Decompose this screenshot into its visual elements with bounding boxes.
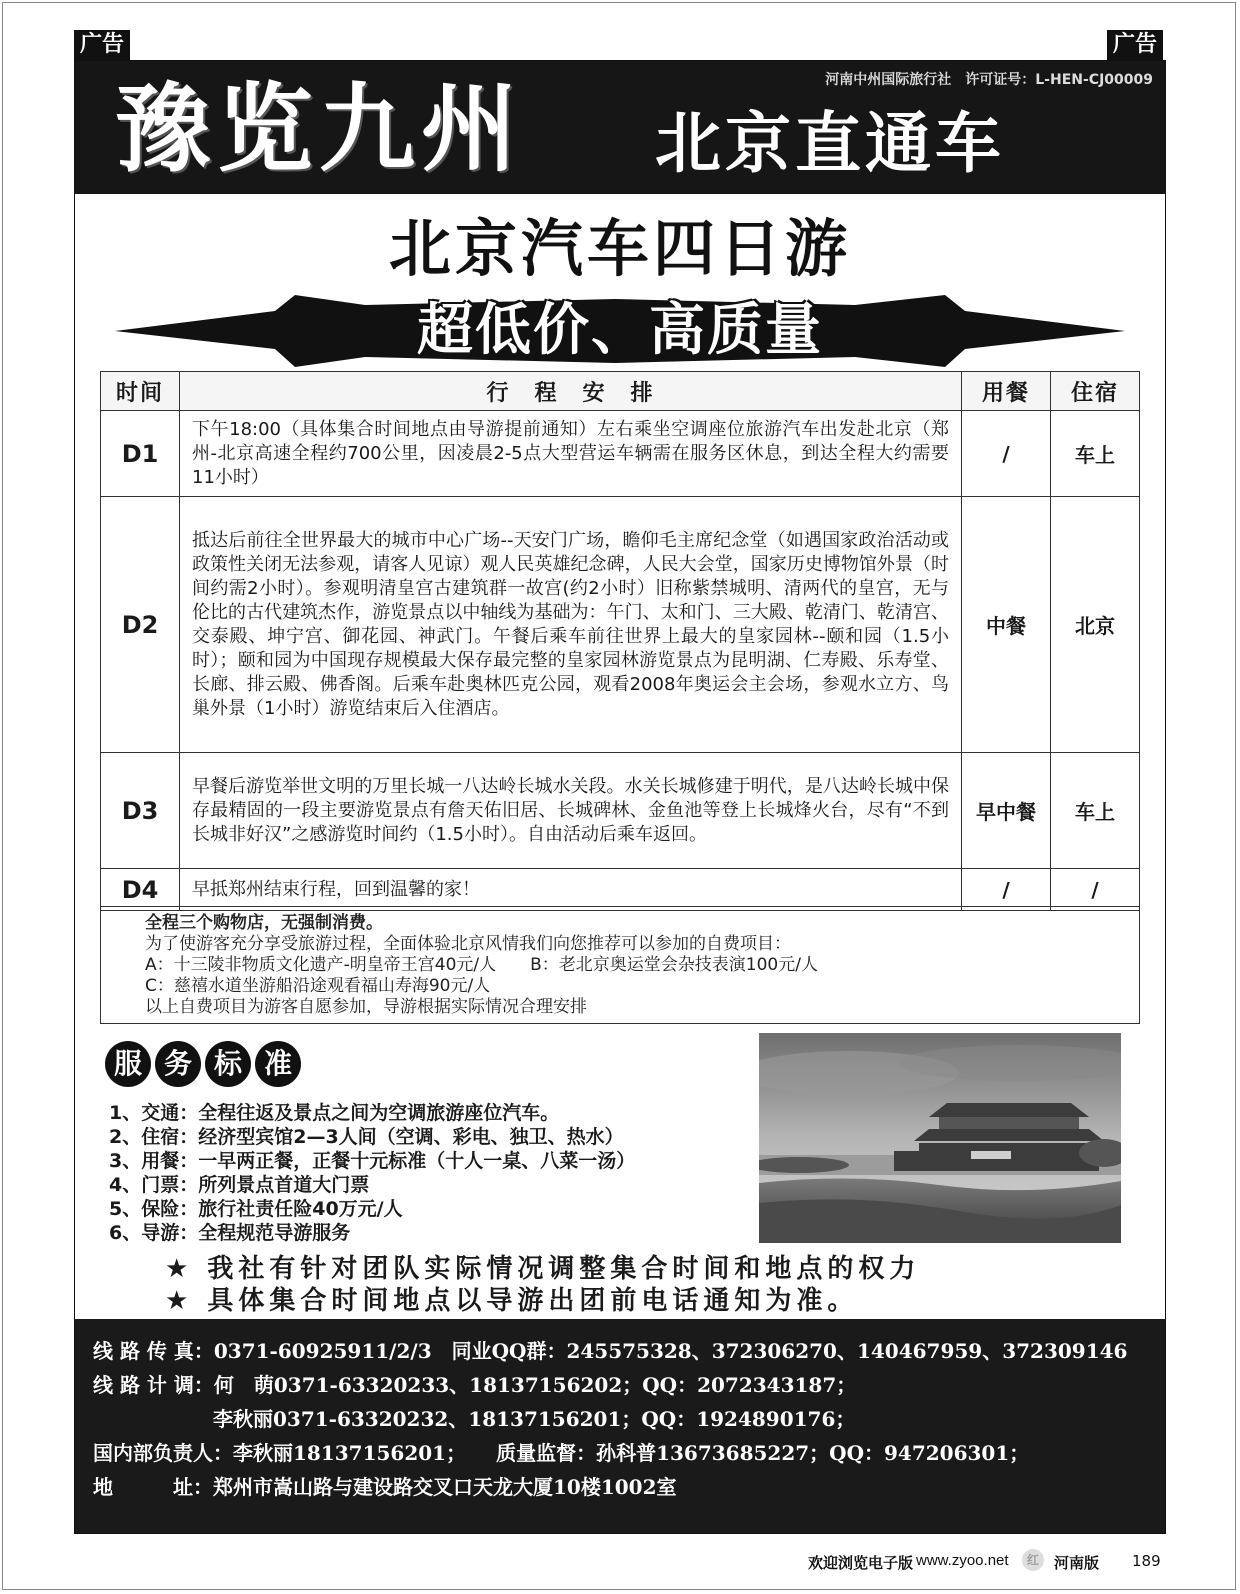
list-item: 1、交通：全程往返及景点之间为空调旅游座位汽车。	[109, 1102, 560, 1124]
publisher-logo-icon: 红	[1022, 1549, 1044, 1571]
sub-brand-title: 北京直通车	[655, 104, 1005, 182]
list-item: 6、导游：全程规范导游服务	[109, 1222, 351, 1244]
tour-title: 北京汽车四日游	[388, 212, 851, 285]
meal-cell: 中餐	[962, 497, 1051, 753]
contact-fax: 线 路 传 真：0371-60925911/2/3 同业QQ群：245575328、372306270、140467959、372309146	[93, 1339, 1128, 1363]
service-title-char: 标	[205, 1041, 251, 1087]
ad-tag-left: 广告	[74, 30, 130, 60]
service-list	[109, 1101, 635, 1245]
desc-cell: 早抵郑州结束行程，回到温馨的家！	[180, 869, 962, 911]
list-item: 4、门票：所列景点首道大门票	[109, 1174, 370, 1196]
day-cell: D1	[101, 411, 180, 497]
list-item: 3、用餐：一早两正餐，正餐十元标准（十人一桌、八菜一汤）	[109, 1150, 636, 1172]
header-meal: 用餐	[962, 372, 1051, 411]
page-number: 189	[1132, 1552, 1161, 1570]
meal-cell: /	[962, 869, 1051, 911]
list-item: 5、保险：旅行社责任险40万元/人	[109, 1198, 403, 1220]
shopping-line: 以上自费项目为游客自愿参加，导游根据实际情况合理安排	[145, 997, 587, 1017]
day-cell: D2	[101, 497, 180, 753]
ad-tag-right: 广告	[1107, 30, 1163, 60]
footer-url[interactable]: www.zyoo.net	[916, 1552, 1009, 1569]
service-standard-title	[105, 1041, 301, 1087]
notice-line: ★ 具体集合时间地点以导游出团前电话通知为准。	[165, 1286, 859, 1316]
footer-edition: 河南版	[1054, 1554, 1100, 1572]
lodging-cell: /	[1051, 869, 1140, 911]
shopping-lead: 全程三个购物店，无强制消费。	[145, 913, 383, 933]
advertisement-panel	[74, 60, 1166, 1534]
footer-welcome: 欢迎浏览电子版	[808, 1554, 914, 1572]
contact-planner-2: 李秋丽0371-63320232、18137156201；QQ：1924890176；	[93, 1407, 856, 1431]
service-title-char: 准	[255, 1041, 301, 1087]
service-title-char: 务	[155, 1041, 201, 1087]
table-row	[101, 753, 1140, 869]
header-lodging: 住宿	[1051, 372, 1140, 411]
table-row	[101, 497, 1140, 753]
header-time: 时间	[101, 372, 180, 411]
table-row	[101, 411, 1140, 497]
contact-address: 地 址：郑州市嵩山路与建设路交叉口天龙大厦10楼1002室	[93, 1475, 677, 1499]
lodging-cell: 车上	[1051, 411, 1140, 497]
day-cell: D4	[101, 869, 180, 911]
itinerary-table	[100, 371, 1140, 911]
notice-lines	[165, 1253, 920, 1317]
header-schedule: 行 程 安 排	[180, 372, 962, 411]
lodging-cell: 北京	[1051, 497, 1140, 753]
header-banner	[75, 61, 1165, 194]
desc-cell: 下午18:00（具体集合时间地点由导游提前通知）左右乘坐空调座位旅游汽车出发赴北京（郑州-北京高速全程约700公里，因凌晨2-5点大型营运车辆需在服务区休息，到达全程大约需要11小时）	[180, 411, 962, 497]
list-item: 2、住宿：经济型宾馆2—3人间（空调、彩电、独卫、热水）	[109, 1126, 624, 1148]
day-cell: D3	[101, 753, 180, 869]
contact-manager: 国内部负责人：李秋丽18137156201； 质量监督：孙科普13673685227；QQ：947206301；	[93, 1441, 1030, 1465]
tiananmen-photo	[759, 1033, 1121, 1243]
lodging-cell: 车上	[1051, 753, 1140, 869]
table-row	[101, 869, 1140, 911]
slogan-banner	[115, 291, 1125, 371]
brand-title: 豫览九州	[115, 72, 523, 185]
notice-line: ★ 我社有针对团队实际情况调整集合时间和地点的权力	[165, 1254, 921, 1284]
shopping-line: 为了使游客充分享受旅游过程，全面体验北京风情我们向您推荐可以参加的自费项目：	[145, 934, 791, 954]
contact-planner: 线 路 计 调：何 萌0371-63320233、18137156202；QQ：2072343187；	[93, 1373, 857, 1397]
meal-cell: 早中餐	[962, 753, 1051, 869]
optional-items-box	[100, 906, 1140, 1024]
meal-cell: /	[962, 411, 1051, 497]
shopping-line: C：慈禧水道坐游船沿途观看福山寿海90元/人	[145, 976, 491, 996]
license-line: 河南中州国际旅行社 许可证号：L-HEN-CJ00009	[825, 72, 1153, 88]
contact-panel	[75, 1319, 1165, 1533]
desc-cell: 抵达后前往全世界最大的城市中心广场--天安门广场，瞻仰毛主席纪念堂（如遇国家政治活动或政策性关闭无法参观，请客人见谅）观人民英雄纪念碑，人民大会堂，国家历史博物馆外景（时间约需2小时）。参观明清皇宫古建筑群一故宫(约2小时）旧称紫禁城明、清两代的皇宫，无与伦比的古代建筑杰作，游览景点以中轴线为基础为：午门、太和门、三大殿、乾清门、乾清宫、交泰殿、坤宁宫、御花园、神武门。午餐后乘车前往世界上最大的皇家园林--颐和园（1.5小时）；颐和园为中国现存规模最大保存最完整的皇家园林游览景点为昆明湖、仁寿殿、乐寿堂、长廊、排云殿、佛香阁。后乘车赴奥林匹克公园，观看2008年奥运会主会场，参观水立方、鸟巢外景（1小时）游览结束后入住酒店。	[180, 497, 962, 753]
footer-logo	[1022, 1549, 1044, 1571]
table-header-row	[101, 372, 1140, 411]
service-title-char: 服	[105, 1041, 151, 1087]
slogan-text: 超低价、高质量	[417, 298, 823, 363]
shopping-line: A：十三陵非物质文化遗产-明皇帝王宫40元/人 B：老北京奥运堂会杂技表演100元/人	[145, 955, 818, 975]
desc-cell: 早餐后游览举世文明的万里长城一八达岭长城水关段。水关长城修建于明代，是八达岭长城中保存最精固的一段主要游览景点有詹天佑旧居、长城碑林、金鱼池等登上长城烽火台，尽有“不到长城非好汉”之感游览时间约（1.5小时）。自由活动后乘车返回。	[180, 753, 962, 869]
